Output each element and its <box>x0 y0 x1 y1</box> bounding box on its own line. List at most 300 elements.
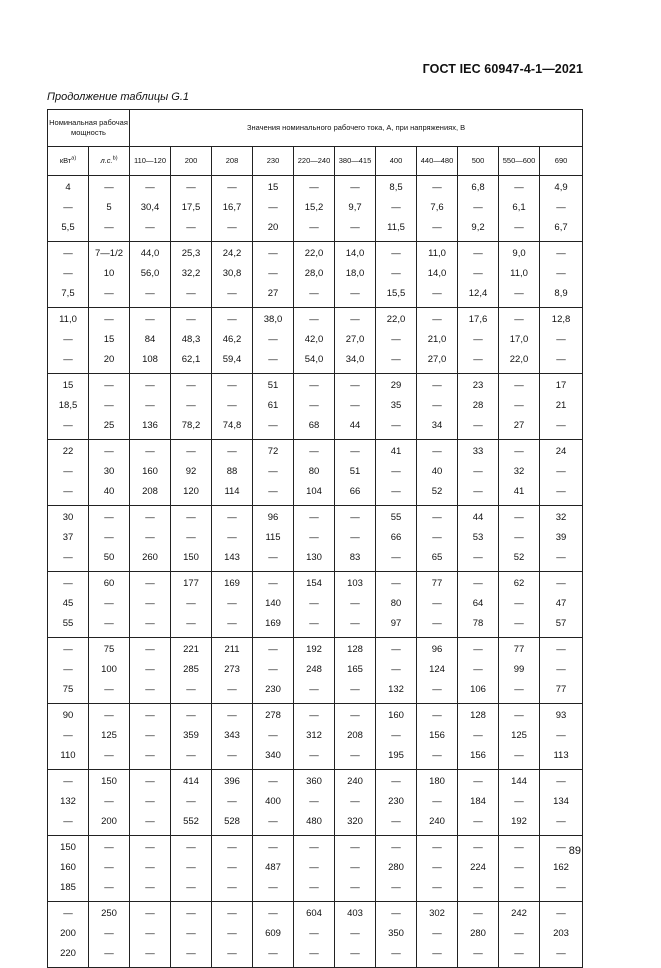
cell-value: 8,5 <box>389 182 403 193</box>
cell-value: — <box>227 928 237 939</box>
cell-value: — <box>514 948 524 959</box>
cell-value: 128 <box>347 644 363 655</box>
table-cell <box>540 770 583 836</box>
cell-value: — <box>309 948 319 959</box>
cell-value: 15 <box>103 334 115 345</box>
table-cell <box>48 242 89 308</box>
cell-value: — <box>63 664 73 675</box>
cell-value: — <box>63 730 73 741</box>
cell-value: — <box>350 400 360 411</box>
cell-value: — <box>556 816 566 827</box>
cell-value: 39 <box>555 532 567 543</box>
cell-value: — <box>473 948 483 959</box>
table-cell <box>212 506 253 572</box>
cell-value: 10 <box>103 268 115 279</box>
table-cell <box>376 638 417 704</box>
cell-value: 248 <box>306 664 322 675</box>
cell-value: 132 <box>60 796 76 807</box>
cell-value: — <box>514 182 524 193</box>
cell-value: — <box>432 598 442 609</box>
table-cell <box>171 638 212 704</box>
cell-value: — <box>309 446 319 457</box>
voltage-header <box>212 147 253 176</box>
unit-kw-label: кВт <box>59 156 72 165</box>
cell-value: — <box>268 776 278 787</box>
cell-value: — <box>104 882 114 893</box>
cell-value: — <box>227 182 237 193</box>
cell-value: 83 <box>349 552 361 563</box>
table-row-group <box>48 440 583 506</box>
table-row-group <box>48 176 583 242</box>
cell-value: — <box>556 552 566 563</box>
cell-value: 185 <box>60 882 76 893</box>
cell-value: 75 <box>103 644 115 655</box>
cell-value: 604 <box>306 908 322 919</box>
cell-value: — <box>227 750 237 761</box>
cell-value: 4 <box>65 182 71 193</box>
cell-value: — <box>432 288 442 299</box>
table-cell <box>376 176 417 242</box>
cell-value: 180 <box>429 776 445 787</box>
cell-value: — <box>514 288 524 299</box>
cell-value: — <box>556 466 566 477</box>
table-cell <box>417 770 458 836</box>
cell-value: 62,1 <box>181 354 201 365</box>
table-cell <box>171 242 212 308</box>
cell-value: 38,0 <box>263 314 283 325</box>
table-cell <box>48 176 89 242</box>
cell-value: — <box>104 288 114 299</box>
cell-value: — <box>104 446 114 457</box>
cell-value: 78,2 <box>181 420 201 431</box>
table-caption: Продолжение таблицы G.1 <box>47 91 189 103</box>
cell-value: — <box>391 664 401 675</box>
cell-value: 192 <box>511 816 527 827</box>
cell-value: 7—1/2 <box>95 248 123 259</box>
table-cell <box>253 242 294 308</box>
cell-value: — <box>227 796 237 807</box>
cell-value: 51 <box>267 380 279 391</box>
cell-value: — <box>350 512 360 523</box>
cell-value: — <box>268 948 278 959</box>
cell-value: 17,0 <box>509 334 529 345</box>
cell-value: — <box>104 598 114 609</box>
cell-value: 165 <box>347 664 363 675</box>
power-column-header <box>48 110 130 147</box>
table-cell <box>417 572 458 638</box>
cell-value: — <box>391 948 401 959</box>
cell-value: — <box>145 750 155 761</box>
cell-value: 160 <box>142 466 158 477</box>
cell-value: — <box>227 684 237 695</box>
cell-value: — <box>268 578 278 589</box>
cell-value: — <box>104 618 114 629</box>
cell-value: 169 <box>224 578 240 589</box>
cell-value: 75 <box>62 684 74 695</box>
cell-value: 68 <box>308 420 320 431</box>
cell-value: 143 <box>224 552 240 563</box>
table-cell <box>499 176 540 242</box>
cell-value: — <box>104 222 114 233</box>
cell-value: — <box>186 684 196 695</box>
voltage-label: 220—240 <box>297 156 331 165</box>
cell-value: — <box>473 908 483 919</box>
cell-value: — <box>350 532 360 543</box>
cell-value: 48,3 <box>181 334 201 345</box>
table-cell <box>294 836 335 902</box>
cell-value: — <box>227 862 237 873</box>
cell-value: 44,0 <box>140 248 160 259</box>
cell-value: — <box>145 578 155 589</box>
cell-value: 273 <box>224 664 240 675</box>
table-cell <box>253 176 294 242</box>
cell-value: — <box>514 222 524 233</box>
cell-value: 340 <box>265 750 281 761</box>
table-cell <box>458 638 499 704</box>
table-cell <box>335 242 376 308</box>
cell-value: 22 <box>62 446 74 457</box>
cell-value: — <box>473 578 483 589</box>
table-cell <box>458 770 499 836</box>
cell-value: — <box>514 750 524 761</box>
cell-value: — <box>186 750 196 761</box>
cell-value: — <box>145 512 155 523</box>
table-row-group <box>48 770 583 836</box>
cell-value: — <box>104 400 114 411</box>
voltage-header <box>458 147 499 176</box>
cell-value: — <box>63 202 73 213</box>
cell-value: 136 <box>142 420 158 431</box>
cell-value: 156 <box>470 750 486 761</box>
cell-value: — <box>514 882 524 893</box>
table-cell <box>89 770 130 836</box>
table-cell <box>376 836 417 902</box>
table-cell <box>253 836 294 902</box>
unit-kw-header <box>48 147 89 176</box>
table-cell <box>171 704 212 770</box>
unit-hp-label: л.с. <box>100 156 113 165</box>
table-cell <box>335 638 376 704</box>
cell-value: 359 <box>183 730 199 741</box>
cell-value: 20 <box>103 354 115 365</box>
cell-value: — <box>268 664 278 675</box>
cell-value: — <box>556 948 566 959</box>
cell-value: — <box>391 552 401 563</box>
table-cell <box>294 308 335 374</box>
table-cell <box>130 308 171 374</box>
cell-value: — <box>391 420 401 431</box>
table-cell <box>376 374 417 440</box>
table-cell <box>458 242 499 308</box>
cell-value: 240 <box>347 776 363 787</box>
table-cell <box>48 572 89 638</box>
table-row-group <box>48 704 583 770</box>
cell-value: — <box>473 816 483 827</box>
table-cell <box>417 374 458 440</box>
table-cell <box>376 440 417 506</box>
cell-value: 106 <box>470 684 486 695</box>
table-cell <box>212 242 253 308</box>
cell-value: — <box>104 710 114 721</box>
table-cell <box>294 176 335 242</box>
cell-value: — <box>268 466 278 477</box>
cell-value: 56,0 <box>140 268 160 279</box>
cell-value: — <box>350 684 360 695</box>
cell-value: — <box>104 842 114 853</box>
cell-value: — <box>350 710 360 721</box>
cell-value: — <box>391 644 401 655</box>
cell-value: 16,7 <box>222 202 242 213</box>
cell-value: — <box>514 684 524 695</box>
cell-value: — <box>309 380 319 391</box>
cell-value: — <box>432 750 442 761</box>
table-cell <box>130 176 171 242</box>
table-cell <box>335 836 376 902</box>
cell-value: — <box>186 710 196 721</box>
cell-value: — <box>556 664 566 675</box>
cell-value: — <box>227 446 237 457</box>
cell-value: 480 <box>306 816 322 827</box>
cell-value: 11,0 <box>428 248 446 259</box>
table-cell <box>417 704 458 770</box>
cell-value: 124 <box>429 664 445 675</box>
cell-value: 52 <box>513 552 525 563</box>
cell-value: — <box>186 908 196 919</box>
cell-value: — <box>145 288 155 299</box>
table-cell <box>458 704 499 770</box>
cell-value: 35 <box>390 400 402 411</box>
cell-value: — <box>227 618 237 629</box>
cell-value: 6,1 <box>512 202 526 213</box>
voltage-header <box>499 147 540 176</box>
table-cell <box>212 638 253 704</box>
cell-value: — <box>473 334 483 345</box>
cell-value: 200 <box>60 928 76 939</box>
cell-value: — <box>432 618 442 629</box>
table-cell <box>130 242 171 308</box>
cell-value: — <box>227 948 237 959</box>
cell-value: 55 <box>390 512 402 523</box>
table-row-group <box>48 572 583 638</box>
cell-value: — <box>186 380 196 391</box>
table-cell <box>48 836 89 902</box>
cell-value: — <box>309 222 319 233</box>
cell-value: 400 <box>265 796 281 807</box>
cell-value: — <box>556 578 566 589</box>
cell-value: — <box>556 248 566 259</box>
cell-value: 396 <box>224 776 240 787</box>
cell-value: — <box>186 222 196 233</box>
cell-value: 12,4 <box>468 288 488 299</box>
cell-value: 150 <box>60 842 76 853</box>
cell-value: — <box>227 908 237 919</box>
table-cell <box>376 704 417 770</box>
cell-value: 130 <box>306 552 322 563</box>
table-cell <box>130 440 171 506</box>
table-cell <box>335 176 376 242</box>
table-cell <box>417 638 458 704</box>
table-cell <box>417 836 458 902</box>
table-cell <box>499 440 540 506</box>
cell-value: — <box>473 248 483 259</box>
cell-value: — <box>432 796 442 807</box>
table-cell <box>130 704 171 770</box>
table-cell <box>48 638 89 704</box>
cell-value: 12,8 <box>551 314 571 325</box>
cell-value: 128 <box>470 710 486 721</box>
cell-value: 42,0 <box>304 334 324 345</box>
cell-value: — <box>63 776 73 787</box>
table-cell <box>540 374 583 440</box>
cell-value: 224 <box>470 862 486 873</box>
cell-value: — <box>63 486 73 497</box>
cell-value: — <box>350 314 360 325</box>
cell-value: 44 <box>349 420 361 431</box>
cell-value: 84 <box>144 334 156 345</box>
cell-value: 25 <box>103 420 115 431</box>
cell-value: — <box>145 710 155 721</box>
cell-value: — <box>145 400 155 411</box>
cell-value: 28 <box>472 400 484 411</box>
cell-value: 113 <box>553 750 569 761</box>
table-cell <box>540 572 583 638</box>
table-cell <box>294 374 335 440</box>
table-cell <box>130 374 171 440</box>
cell-value: 211 <box>224 644 240 655</box>
cell-value: — <box>473 420 483 431</box>
table-cell <box>294 242 335 308</box>
table-cell <box>89 506 130 572</box>
cell-value: 11,0 <box>510 268 528 279</box>
cell-value: 22,0 <box>304 248 324 259</box>
table-row-group <box>48 374 583 440</box>
table-cell <box>130 770 171 836</box>
cell-value: — <box>556 644 566 655</box>
cell-value: 108 <box>142 354 158 365</box>
cell-value: 144 <box>511 776 527 787</box>
cell-value: — <box>63 552 73 563</box>
cell-value: 34 <box>431 420 443 431</box>
voltage-label: 200 <box>184 156 198 165</box>
table-cell <box>335 770 376 836</box>
cell-value: 55 <box>62 618 74 629</box>
cell-value: — <box>309 532 319 543</box>
cell-value: — <box>186 948 196 959</box>
cell-value: — <box>186 882 196 893</box>
cell-value: — <box>268 202 278 213</box>
cell-value: — <box>391 882 401 893</box>
current-column-header <box>130 110 583 147</box>
cell-value: — <box>268 354 278 365</box>
cell-value: 221 <box>183 644 199 655</box>
cell-value: — <box>432 222 442 233</box>
table-cell <box>294 638 335 704</box>
table-cell <box>89 308 130 374</box>
cell-value: 92 <box>185 466 197 477</box>
cell-value: — <box>104 750 114 761</box>
cell-value: — <box>391 248 401 259</box>
cell-value: 11,0 <box>59 314 77 325</box>
cell-value: 51 <box>349 466 361 477</box>
table-cell <box>335 506 376 572</box>
cell-value: — <box>309 182 319 193</box>
table-cell <box>499 242 540 308</box>
unit-kw-footnote: a) <box>71 155 77 162</box>
voltage-header <box>130 147 171 176</box>
cell-value: 74,8 <box>222 420 242 431</box>
cell-value: — <box>556 776 566 787</box>
table-cell <box>499 770 540 836</box>
cell-value: 27 <box>513 420 525 431</box>
voltage-label: 550—600 <box>502 156 536 165</box>
cell-value: — <box>473 882 483 893</box>
table-cell <box>417 308 458 374</box>
table-cell <box>458 374 499 440</box>
cell-value: 192 <box>306 644 322 655</box>
cell-value: 28,0 <box>304 268 324 279</box>
cell-value: 32 <box>555 512 567 523</box>
current-values-table <box>47 109 583 968</box>
cell-value: 5 <box>106 202 112 213</box>
cell-value: 184 <box>470 796 486 807</box>
cell-value: — <box>391 354 401 365</box>
cell-value: — <box>473 486 483 497</box>
cell-value: 25,3 <box>181 248 201 259</box>
cell-value: 22,0 <box>509 354 529 365</box>
cell-value: 15 <box>62 380 74 391</box>
cell-value: — <box>268 552 278 563</box>
table-cell <box>253 308 294 374</box>
cell-value: 53 <box>472 532 484 543</box>
cell-value: — <box>350 862 360 873</box>
cell-value: 66 <box>349 486 361 497</box>
cell-value: 162 <box>553 862 569 873</box>
page-number: 89 <box>568 845 581 857</box>
cell-value: — <box>473 776 483 787</box>
cell-value: — <box>227 710 237 721</box>
cell-value: — <box>104 862 114 873</box>
cell-value: 414 <box>183 776 199 787</box>
cell-value: — <box>432 710 442 721</box>
cell-value: 100 <box>101 664 117 675</box>
table-cell <box>458 506 499 572</box>
voltage-header <box>417 147 458 176</box>
table-cell <box>499 572 540 638</box>
table-cell <box>48 440 89 506</box>
cell-value: — <box>473 664 483 675</box>
table-cell <box>89 704 130 770</box>
cell-value: — <box>227 380 237 391</box>
cell-value: — <box>268 334 278 345</box>
cell-value: — <box>556 334 566 345</box>
cell-value: — <box>186 182 196 193</box>
cell-value: — <box>350 598 360 609</box>
table-cell <box>212 836 253 902</box>
cell-value: — <box>514 314 524 325</box>
cell-value: — <box>309 928 319 939</box>
cell-value: 14,0 <box>427 268 447 279</box>
cell-value: — <box>514 446 524 457</box>
table-cell <box>253 638 294 704</box>
table-cell <box>253 440 294 506</box>
cell-value: — <box>268 268 278 279</box>
cell-value: — <box>514 710 524 721</box>
cell-value: — <box>145 314 155 325</box>
cell-value: — <box>63 354 73 365</box>
cell-value: — <box>350 882 360 893</box>
table-cell <box>335 374 376 440</box>
table-cell <box>294 506 335 572</box>
